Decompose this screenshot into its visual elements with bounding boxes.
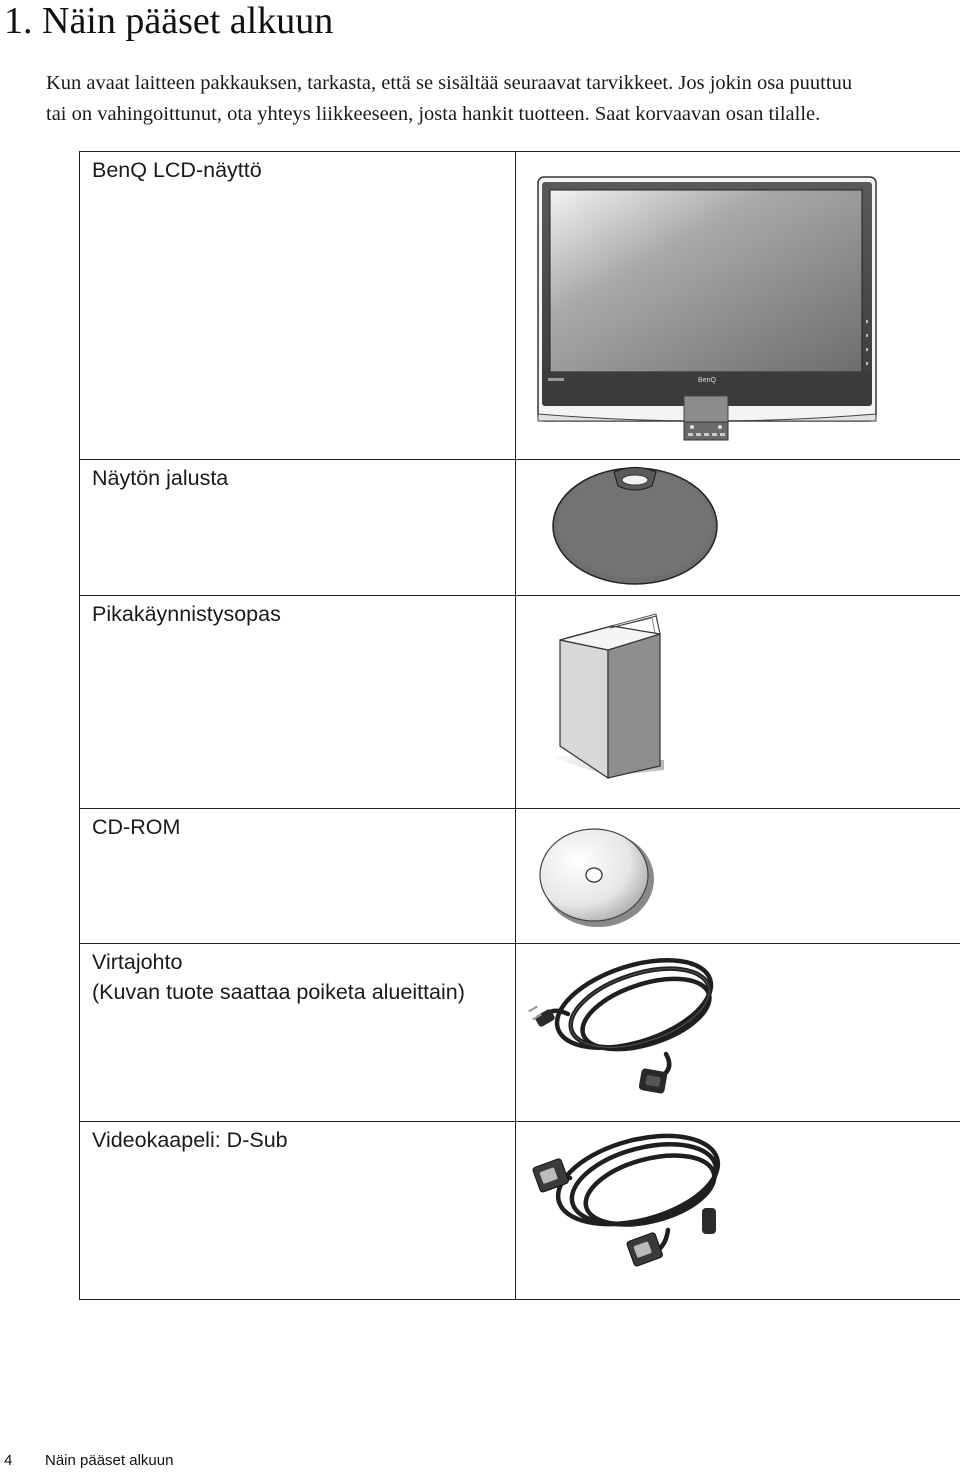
power-cord-icon <box>516 944 960 1122</box>
item-image-cell <box>516 944 960 1122</box>
item-label: Videokaapeli: D-Sub <box>92 1128 288 1152</box>
page-footer <box>4 1452 173 1469</box>
footer-section: Näin pääset alkuun <box>45 1452 174 1469</box>
monitor-stand-base-icon <box>516 460 960 596</box>
intro-paragraph <box>46 68 958 130</box>
intro-line: Kun avaat laitteen pakkauksen, tarkasta, että se sisältää seuraavat tarvikkeet. Jos jokin osa puuttuu <box>46 72 853 94</box>
item-label-cell <box>80 596 516 809</box>
package-contents-table <box>79 151 960 1300</box>
item-label: CD-ROM <box>92 815 181 839</box>
item-image-cell <box>516 460 960 596</box>
item-label-cell <box>80 809 516 944</box>
item-label: Pikakäynnistysopas <box>92 602 281 626</box>
table-row <box>80 944 960 1122</box>
brand-logo: BenQ <box>698 377 716 384</box>
d-sub-cable-icon <box>516 1122 960 1300</box>
lcd-monitor-icon <box>516 152 960 460</box>
item-label: BenQ LCD-näyttö <box>92 158 262 182</box>
quick-start-guide-icon <box>516 596 960 809</box>
table-row <box>80 152 960 460</box>
intro-line: tai on vahingoittunut, ota yhteys liikkeeseen, josta hankit tuotteen. Saat korvaavan osan tilalle. <box>46 103 821 125</box>
item-image-cell <box>516 809 960 944</box>
item-label-cell <box>80 152 516 460</box>
item-label-note: (Kuvan tuote saattaa poiketa alueittain) <box>92 980 465 1004</box>
item-label-cell <box>80 1122 516 1300</box>
item-image-cell <box>516 1122 960 1300</box>
table-row <box>80 596 960 809</box>
page-number: 4 <box>4 1452 13 1469</box>
item-label: Virtajohto <box>92 950 183 974</box>
cd-rom-icon <box>516 809 960 944</box>
table-row <box>80 460 960 596</box>
item-image-cell <box>516 596 960 809</box>
item-label-cell <box>80 944 516 1122</box>
table-row <box>80 809 960 944</box>
item-label-cell <box>80 460 516 596</box>
table-row <box>80 1122 960 1300</box>
item-image-cell <box>516 152 960 460</box>
item-label: Näytön jalusta <box>92 466 229 490</box>
page-title: 1. Näin pääset alkuun <box>4 0 334 42</box>
